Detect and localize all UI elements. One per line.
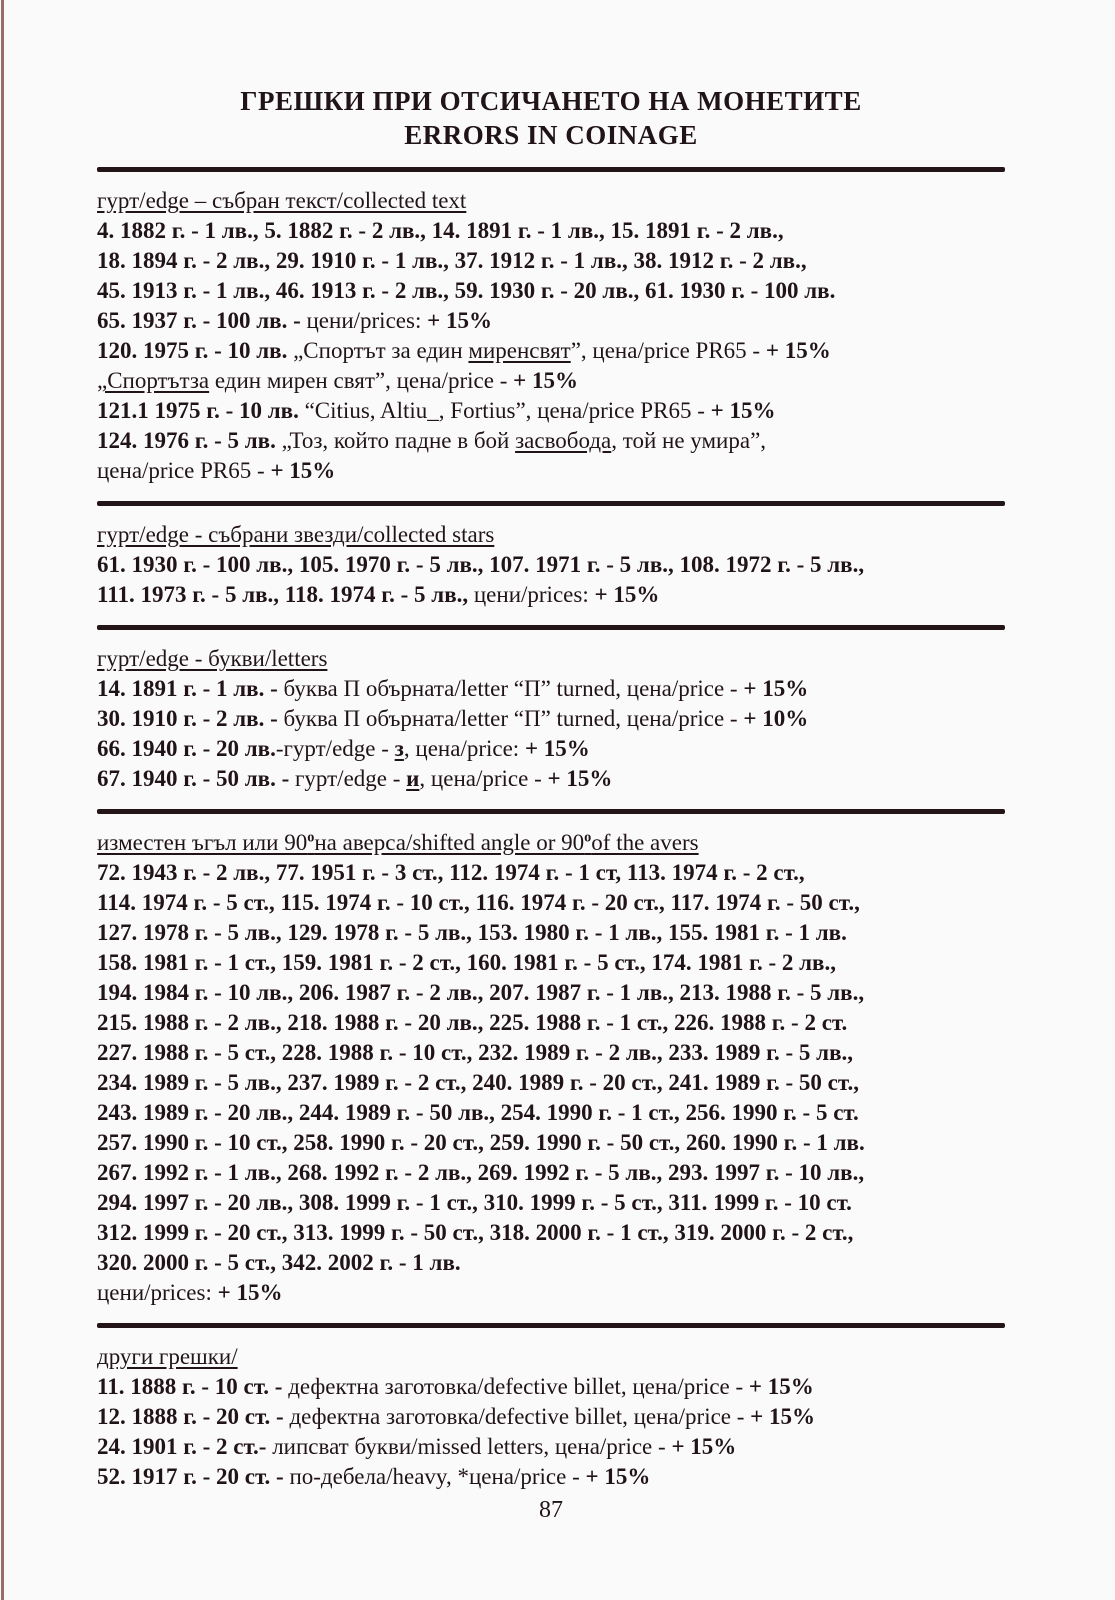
text-run: и [406, 766, 420, 791]
text-run: , цена/price: [403, 736, 525, 761]
text-run: изместен ъгъл или 90 [97, 830, 308, 855]
text-run: о [584, 829, 592, 846]
text-run: дефектна заготовка/defective billet, цена/price - [288, 1374, 749, 1399]
text-run: 121.1 1975 г. - 10 лв. [97, 398, 305, 423]
text-run: -гурт/edge - [275, 736, 395, 761]
text-run: + 15% [671, 1434, 737, 1459]
entry-line [97, 948, 1005, 978]
text-run: 267. 1992 г. - 1 лв., 268. 1992 г. - 2 лв., 269. 1992 г. - 5 лв., 293. 1997 г. - 10 лв., [97, 1160, 865, 1185]
text-run: 215. 1988 г. - 2 лв., 218. 1988 г. - 20 лв., 225. 1988 г. - 1 ст., 226. 1988 г. - 2 ст. [97, 1010, 848, 1035]
text-run: 114. 1974 г. - 5 ст., 115. 1974 г. - 10 ст., 116. 1974 г. - 20 ст., 117. 1974 г. - 50 ст., [97, 890, 860, 915]
text-run: ”, цена/price PR65 - [570, 338, 766, 363]
section-header [97, 1342, 1005, 1372]
text-run: засвобода [515, 428, 612, 453]
entry-line [97, 1188, 1005, 1218]
text-run: 67. 1940 г. - 50 лв. - [97, 766, 295, 791]
divider-rule [97, 809, 1005, 814]
entry-line [97, 734, 1005, 764]
entry-line [97, 426, 1005, 456]
text-run: 12. 1888 г. - 20 ст. - [97, 1404, 290, 1429]
entry-line [97, 1038, 1005, 1068]
divider-rule [97, 501, 1005, 506]
text-run: „Спортътза [97, 368, 210, 393]
text-run: 30. 1910 г. - 2 лв. - [97, 706, 284, 731]
entry-line [97, 1128, 1005, 1158]
text-run: други грешки/ [97, 1344, 238, 1369]
entry-line [97, 580, 1005, 610]
divider-rule [97, 167, 1005, 172]
section-shifted-angle [97, 828, 1005, 1308]
entry-line [97, 888, 1005, 918]
entry-line [97, 1068, 1005, 1098]
text-run: цени/prices: [473, 582, 595, 607]
entry-line [97, 550, 1005, 580]
entry-line [97, 336, 1005, 366]
entry-line [97, 1098, 1005, 1128]
text-run: + 15% [710, 398, 776, 423]
text-run: + 15% [524, 736, 590, 761]
text-run: + 15% [427, 308, 492, 333]
text-run: + 15% [217, 1280, 283, 1305]
page-left-border [1, 0, 4, 1600]
entry-line [97, 858, 1005, 888]
divider-rule [97, 1323, 1005, 1328]
text-run: + 15% [270, 458, 336, 483]
text-run: цени/prices: [97, 1280, 218, 1305]
text-run: 320. 2000 г. - 5 ст., 342. 2002 г. - 1 лв. [97, 1250, 461, 1275]
section-header [97, 520, 1005, 550]
text-run: по-дебела/heavy, *цена/price - [289, 1464, 586, 1489]
entry-line [97, 764, 1005, 794]
text-run: з [394, 736, 404, 761]
text-run: + 10% [743, 706, 809, 731]
text-run: “Citius, Altiu_, Fortius”, цена/price PR65 - [304, 398, 711, 423]
entry-line [97, 1158, 1005, 1188]
text-run: 227. 1988 г. - 5 ст., 228. 1988 г. - 10 ст., 232. 1989 г. - 2 лв., 233. 1989 г. - 5 лв., [97, 1040, 853, 1065]
text-run: + 15% [513, 368, 578, 393]
entry-line [97, 306, 1005, 336]
text-run: + 15% [547, 766, 613, 791]
text-run: 66. 1940 г. - 20 лв. [97, 736, 276, 761]
page-title-bg: ГРЕШКИ ПРИ ОТСИЧАНЕТО НА МОНЕТИТЕ [240, 86, 862, 116]
text-run: липсват букви/missed letters, цена/price - [272, 1434, 672, 1459]
text-run: of the avers [591, 830, 699, 855]
entry-line [97, 1218, 1005, 1248]
text-run: 61. 1930 г. - 100 лв., 105. 1970 г. - 5 лв., 107. 1971 г. - 5 лв., 108. 1972 г. - 5 лв., [97, 552, 865, 577]
section-other-errors [97, 1342, 1005, 1492]
text-run: 11. 1888 г. - 10 ст. - [97, 1374, 289, 1399]
entry-line [97, 1372, 1005, 1402]
text-run: 4. 1882 г. - 1 лв., 5. 1882 г. - 2 лв., 14. 1891 г. - 1 лв., 15. 1891 г. - 2 лв., [97, 218, 784, 243]
entry-line [97, 674, 1005, 704]
text-run: , той не умира”, [611, 428, 767, 453]
page-content [97, 0, 1005, 1524]
text-run: цени/prices: [306, 308, 428, 333]
section-edge-letters [97, 644, 1005, 794]
entry-line [97, 1432, 1005, 1462]
text-run: 158. 1981 г. - 1 ст., 159. 1981 г. - 2 ст., 160. 1981 г. - 5 ст., 174. 1981 г. - 2 лв., [97, 950, 836, 975]
text-run: гурт/edge - букви/letters [97, 646, 328, 671]
text-run: 243. 1989 г. - 20 лв., 244. 1989 г. - 50 лв., 254. 1990 г. - 1 ст., 256. 1990 г. - 5 ст. [97, 1100, 859, 1125]
text-run: 294. 1997 г. - 20 лв., 308. 1999 г. - 1 ст., 310. 1999 г. - 5 ст., 311. 1999 г. - 10 ст. [97, 1190, 852, 1215]
text-run: + 15% [743, 676, 809, 701]
entry-line [97, 704, 1005, 734]
text-run: 124. 1976 г. - 5 лв. [97, 428, 282, 453]
section-header [97, 828, 1005, 858]
entry-line [97, 396, 1005, 426]
entry-line [97, 1278, 1005, 1308]
section-header [97, 186, 1005, 216]
text-run: буква П обърната/letter “П” turned, цена/price - [283, 706, 744, 731]
text-run: 257. 1990 г. - 10 ст., 258. 1990 г. - 20 ст., 259. 1990 г. - 50 ст., 260. 1990 г. - 1 лв. [97, 1130, 865, 1155]
text-run: + 15% [594, 582, 660, 607]
page-number: 87 [539, 1497, 563, 1523]
text-run: буква П обърната/letter “П” turned, цена/price - [283, 676, 744, 701]
text-run: + 15% [748, 1374, 814, 1399]
text-run: + 15% [750, 1404, 816, 1429]
text-run: „Спортът за един [293, 338, 469, 363]
text-run: гурт/edge - събрани звезди/collected stars [97, 522, 495, 547]
entry-line [97, 276, 1005, 306]
entry-line [97, 978, 1005, 1008]
section-edge-collected-stars [97, 520, 1005, 610]
text-run: + 15% [765, 338, 831, 363]
text-run: 234. 1989 г. - 5 лв., 237. 1989 г. - 2 ст., 240. 1989 г. - 20 ст., 241. 1989 г. - 50 ст., [97, 1070, 859, 1095]
section-header [97, 644, 1005, 674]
divider-rule [97, 625, 1005, 630]
page-title [97, 0, 1005, 152]
text-run: миренсвят [468, 338, 571, 363]
entry-line [97, 918, 1005, 948]
text-run: 111. 1973 г. - 5 лв., 118. 1974 г. - 5 лв., [97, 582, 474, 607]
text-run: 312. 1999 г. - 20 ст., 313. 1999 г. - 50 ст., 318. 2000 г. - 1 ст., 319. 2000 г. - 2 ст., [97, 1220, 854, 1245]
text-run: 72. 1943 г. - 2 лв., 77. 1951 г. - 3 ст., 112. 1974 г. - 1 ст, 113. 1974 г. - 2 ст., [97, 860, 805, 885]
text-run: , цена/price - [419, 766, 548, 791]
entry-line [97, 1008, 1005, 1038]
entry-line [97, 1462, 1005, 1492]
text-run: на аверса/shifted angle or 90 [314, 830, 585, 855]
page-title-en: ERRORS IN COINAGE [404, 120, 698, 150]
text-run: 52. 1917 г. - 20 ст. - [97, 1464, 290, 1489]
text-run: 14. 1891 г. - 1 лв. - [97, 676, 284, 701]
text-run: „Тоз, който падне в бой [281, 428, 516, 453]
entry-line [97, 1248, 1005, 1278]
entry-line [97, 366, 1005, 396]
text-run: цена/price PR65 - [97, 458, 271, 483]
entry-line [97, 1402, 1005, 1432]
text-run: 45. 1913 г. - 1 лв., 46. 1913 г. - 2 лв., 59. 1930 г. - 20 лв., 61. 1930 г. - 100 лв. [97, 278, 836, 303]
text-run: дефектна заготовка/defective billet, цена/price - [289, 1404, 751, 1429]
text-run: 18. 1894 г. - 2 лв., 29. 1910 г. - 1 лв., 37. 1912 г. - 1 лв., 38. 1912 г. - 2 лв., [97, 248, 807, 273]
text-run: 24. 1901 г. - 2 ст.- [97, 1434, 273, 1459]
text-run: 194. 1984 г. - 10 лв., 206. 1987 г. - 2 лв., 207. 1987 г. - 1 лв., 213. 1988 г. - 5 лв., [97, 980, 865, 1005]
text-run: гурт/edge – събран текст/collected text [97, 188, 467, 213]
text-run: един мирен свят”, цена/price - [209, 368, 514, 393]
text-run: 65. 1937 г. - 100 лв. - [97, 308, 307, 333]
sections [97, 167, 1005, 1492]
entry-line [97, 246, 1005, 276]
text-run: 120. 1975 г. - 10 лв. [97, 338, 294, 363]
section-edge-collected-text [97, 186, 1005, 486]
text-run: + 15% [585, 1464, 651, 1489]
text-run: 127. 1978 г. - 5 лв., 129. 1978 г. - 5 лв., 153. 1980 г. - 1 лв., 155. 1981 г. - 1 лв. [97, 920, 847, 945]
text-run: гурт/edge - [295, 766, 407, 791]
text-run: о [307, 829, 315, 846]
entry-line [97, 216, 1005, 246]
entry-line [97, 456, 1005, 486]
